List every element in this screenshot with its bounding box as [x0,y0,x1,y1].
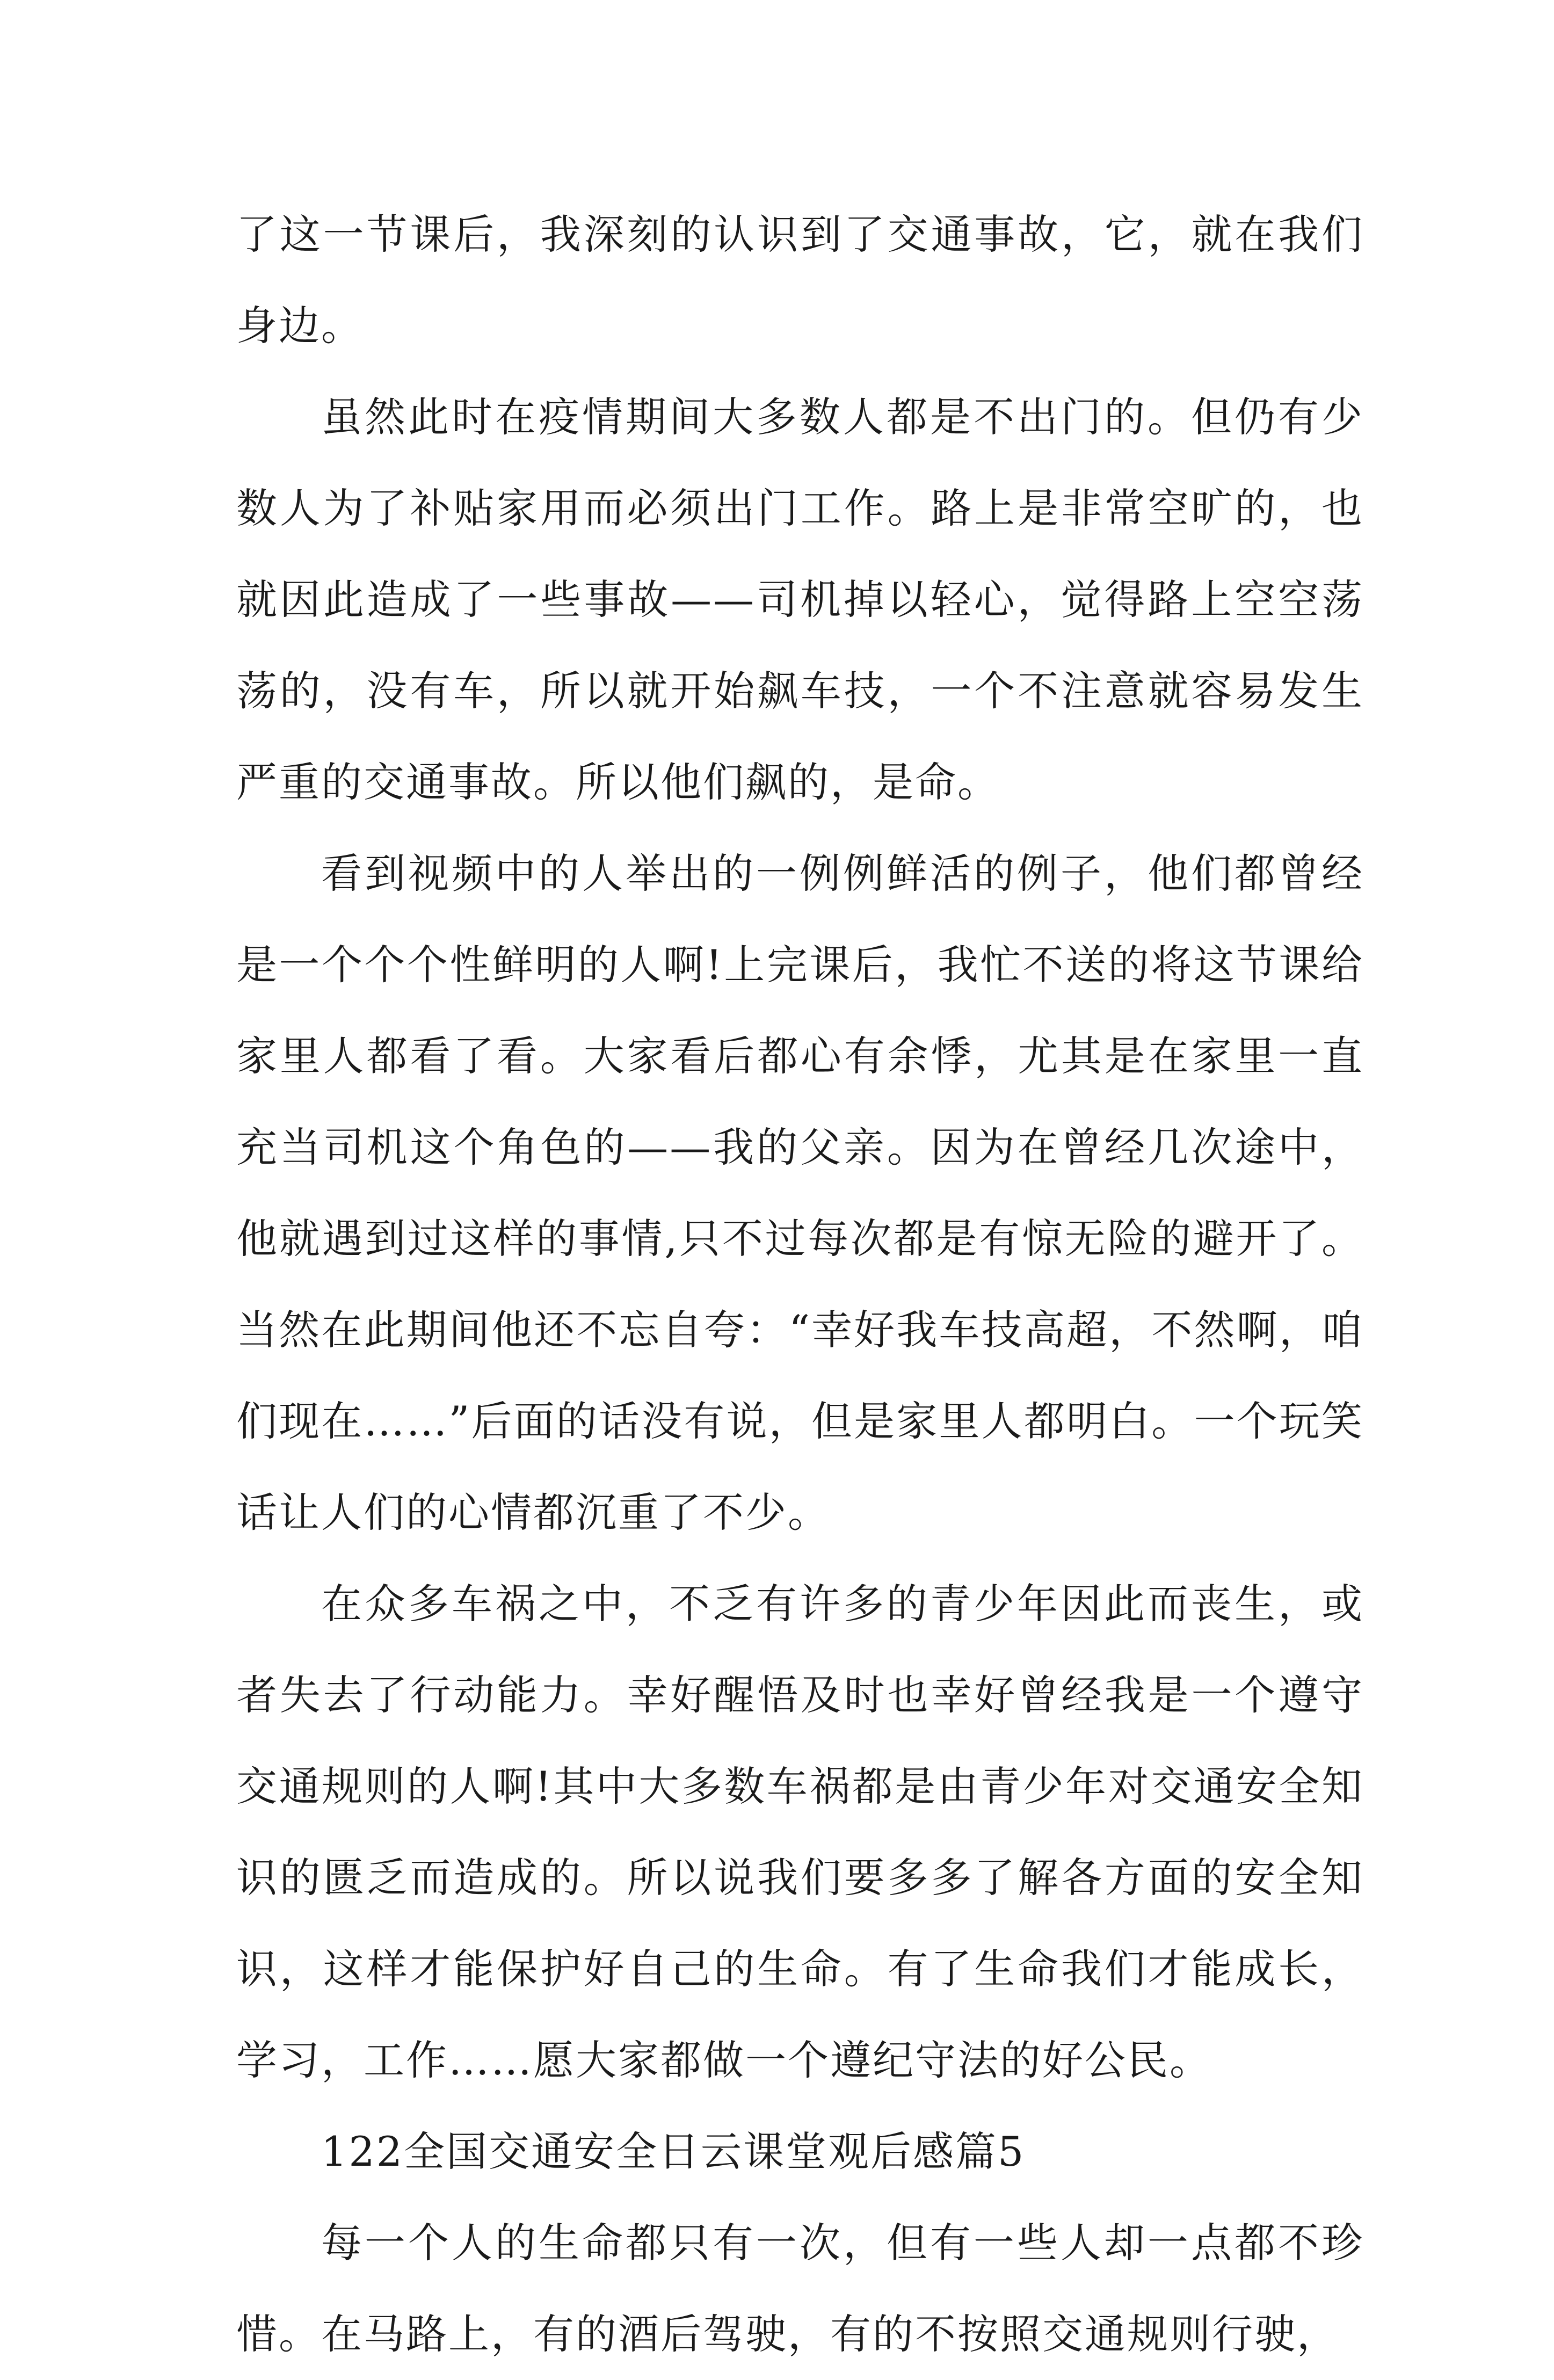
paragraph-continuation: 了这一节课后，我深刻的认识到了交通事故，它，就在我们身边。 [236,211,1364,350]
section-heading: 122全国交通安全日云课堂观后感篇5 [321,2128,1026,2175]
paragraph-youth-accidents: 在众多车祸之中，不乏有许多的青少年因此而丧生，或者失去了行动能力。幸好醒悟及时也幸好曾经我是一个遵守交通规则的人啊!其中大多数车祸都是由青少年对交通安全知识的匮乏而造成的。所以说我们要多多了解各方面的安全知识，这样才能保护好自己的生命。有了生命我们才能成长，学习，工作……愿大家都做一个遵纪守法的好公民。 [236,1580,1364,2084]
paragraph-video-examples: 看到视频中的人举出的一例例鲜活的例子，他们都曾经是一个个个性鲜明的人啊!上完课后，我忙不送的将这节课给家里人都看了看。大家看后都心有余悸，尤其是在家里一直充当司机这个角色的——我的父亲。因为在曾经几次途中，他就遇到过这样的事情,只不过每次都是有惊无险的避开了。当然在此期间他还不忘自夸：“幸好我车技高超，不然啊，咱们现在……”后面的话没有说，但是家里人都明白。一个玩笑话让人们的心情都沉重了不少。 [236,850,1364,1536]
paragraph-life-once: 每一个人的生命都只有一次，但有一些人却一点都不珍惜。在马路上，有的酒后驾驶，有的不按照交通规则行驶， [236,2219,1364,2358]
document-body [236,189,1364,2380]
paragraph-epidemic-roads: 虽然此时在疫情期间大多数人都是不出门的。但仍有少数人为了补贴家用而必须出门工作。路上是非常空旷的，也就因此造成了一些事故——司机掉以轻心，觉得路上空空荡荡的，没有车，所以就开始飙车技，一个不注意就容易发生严重的交通事故。所以他们飙的，是命。 [236,393,1364,806]
